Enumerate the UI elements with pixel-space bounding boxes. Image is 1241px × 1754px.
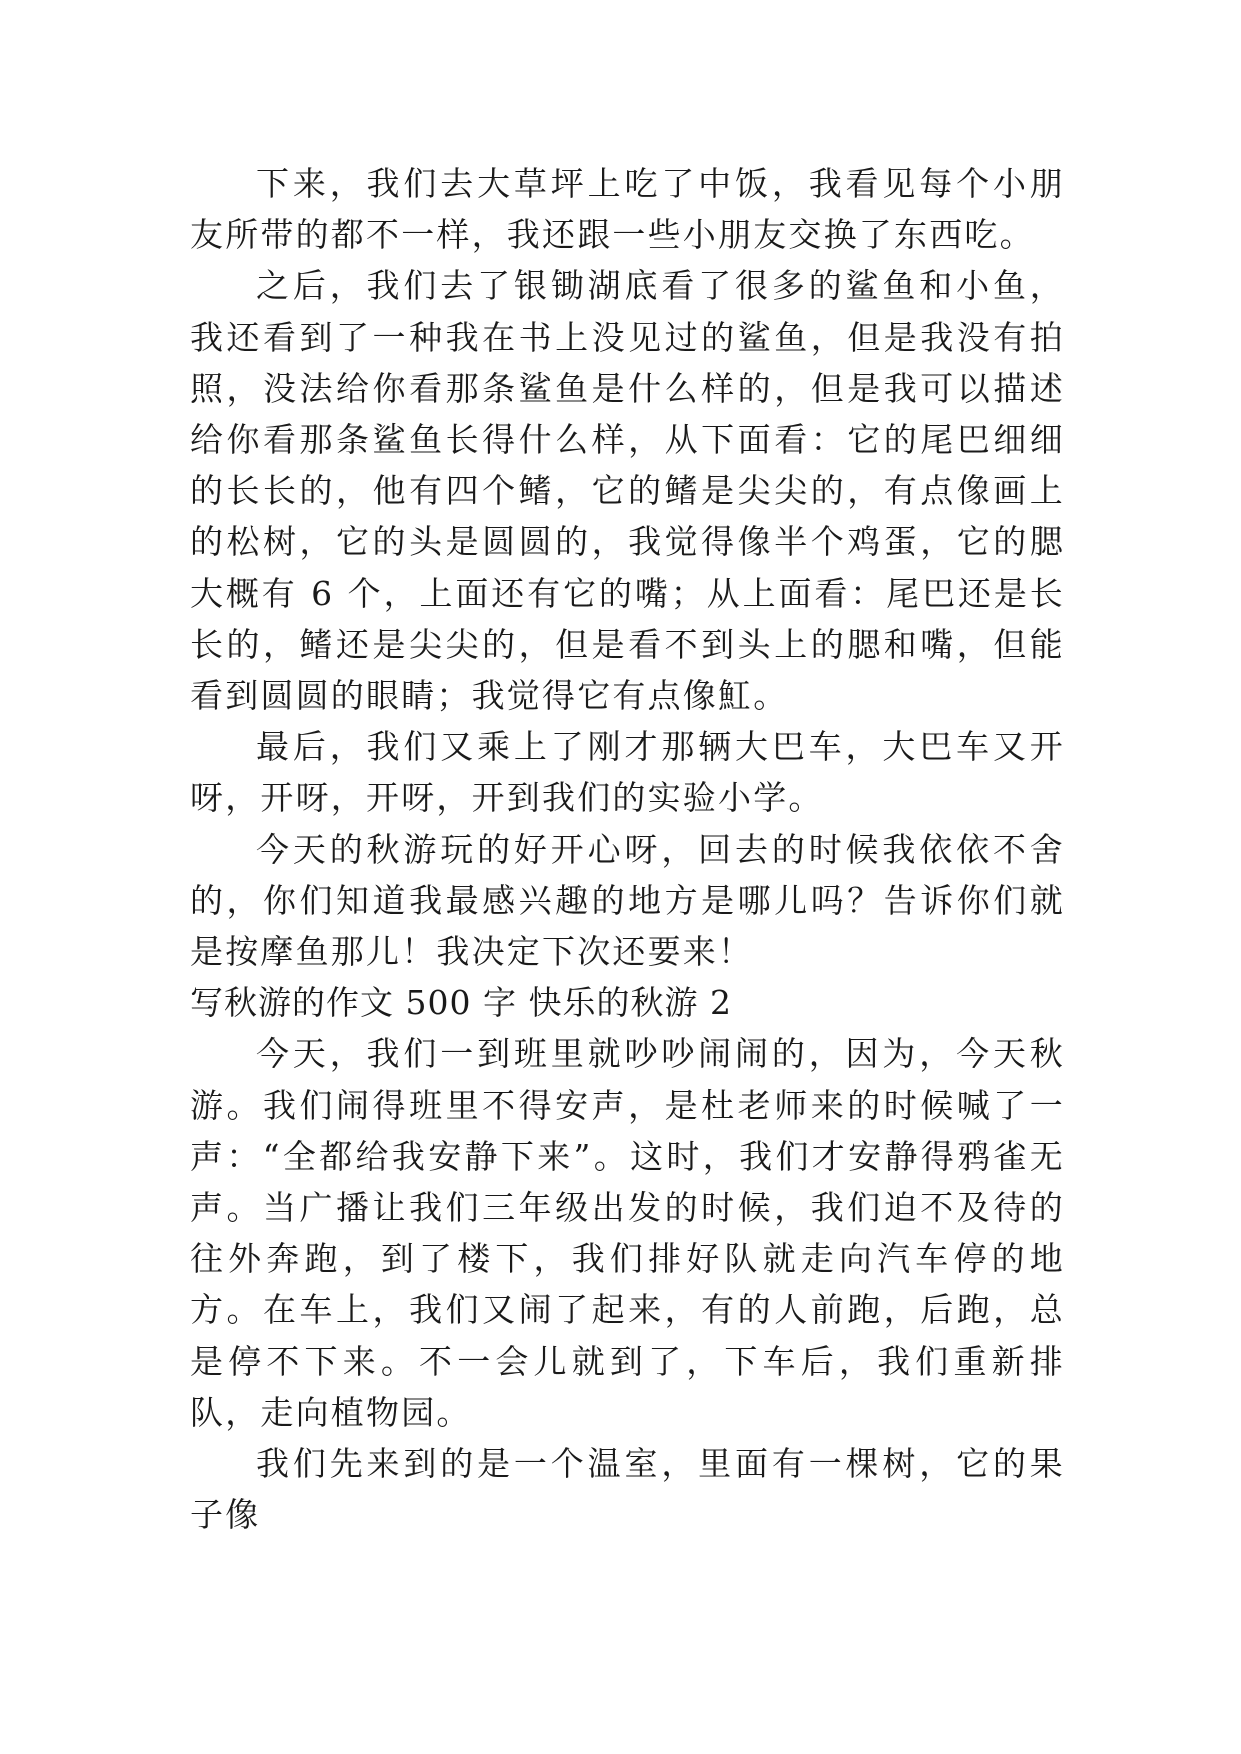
paragraph-morning: 今天，我们一到班里就吵吵闹闹的，因为，今天秋游。我们闹得班里不得安声，是杜老师来的时候喊了一声：“全都给我安静下来”。这时，我们才安静得鸦雀无声。当广播让我们三年级出发的时候，我们迫不及待的往外奔跑，到了楼下，我们排好队就走向汽车停的地方。在车上，我们又闹了起来，有的人前跑，后跑，总是停不下来。不一会儿就到了，下车后，我们重新排队，走向植物园。 xyxy=(190,1034,1065,1432)
paragraph-return: 最后，我们又乘上了刚才那辆大巴车，大巴车又开呀，开呀，开呀，开到我们的实验小学。 xyxy=(190,727,1065,818)
paragraph-conclusion: 今天的秋游玩的好开心呀，回去的时候我依依不舍的，你们知道我最感兴趣的地方是哪儿吗？告诉你们就是按摩鱼那儿！我决定下次还要来！ xyxy=(190,829,1065,972)
paragraph-greenhouse: 我们先来到的是一个温室，里面有一棵树，它的果子像 xyxy=(190,1444,1065,1535)
paragraph-shark: 之后，我们去了银锄湖底看了很多的鲨鱼和小鱼，我还看到了一种我在书上没见过的鲨鱼，但是我没有拍照，没法给你看那条鲨鱼是什么样的，但是我可以描述给你看那条鲨鱼长得什么样，从下面看：它的尾巴细细的长长的，他有四个鳍，它的鳍是尖尖的，有点像画上的松树，它的头是圆圆的，我觉得像半个鸡蛋，它的腮大概有 6 个，上面还有它的嘴；从上面看：尾巴还是长长的，鳍还是尖尖的，但是看不到头上的腮和嘴，但能看到圆圆的眼睛；我觉得它有点像魟。 xyxy=(190,266,1065,716)
essay-heading: 写秋游的作文 500 字 快乐的秋游 2 xyxy=(190,983,732,1023)
paragraph-lunch: 下来，我们去大草坪上吃了中饭，我看见每个小朋友所带的都不一样，我还跟一些小朋友交换了东西吃。 xyxy=(190,164,1065,255)
document-body xyxy=(190,158,1065,1540)
